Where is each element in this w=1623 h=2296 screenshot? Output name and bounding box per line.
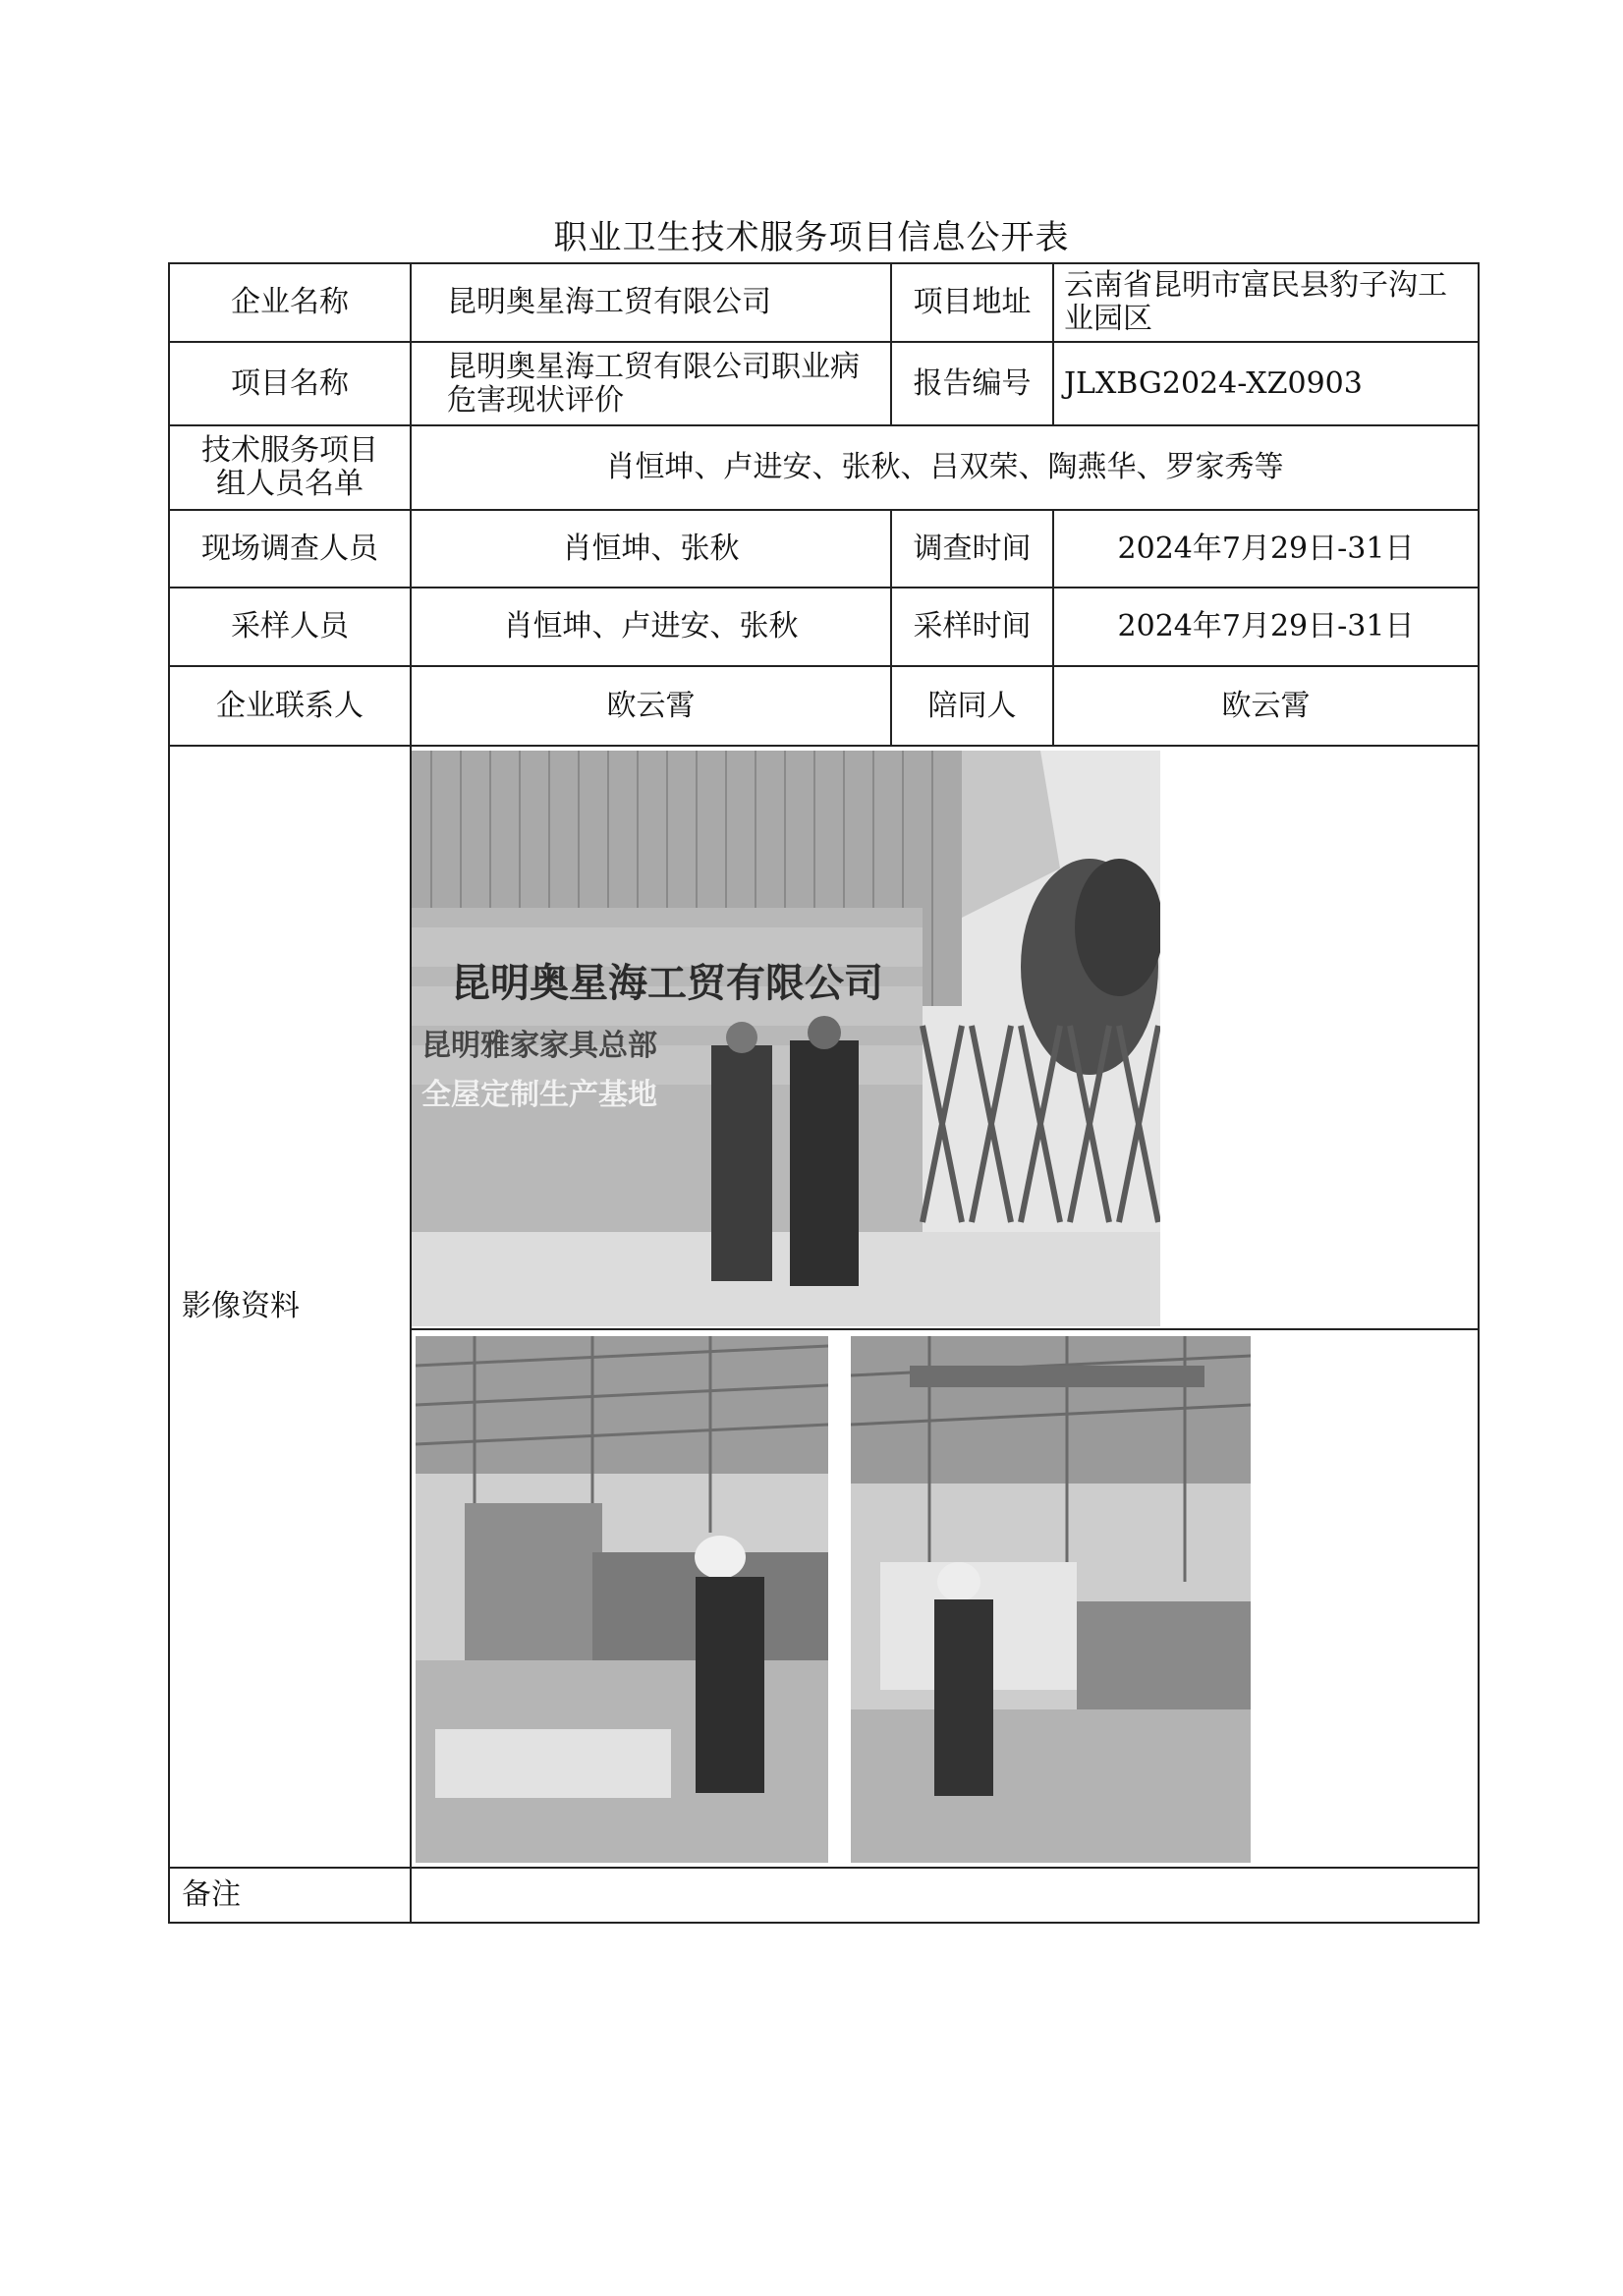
table-row bbox=[169, 746, 1479, 1868]
table-row bbox=[169, 588, 1479, 666]
workshop-photo-left bbox=[416, 1336, 828, 1863]
sampling-time-label: 采样时间 bbox=[891, 588, 1053, 666]
contact-value: 欧云霄 bbox=[411, 666, 891, 746]
address-value: 云南省昆明市富民县豹子沟工业园区 bbox=[1053, 263, 1479, 342]
workshop-image-left bbox=[416, 1336, 828, 1863]
factory-entrance-photo bbox=[412, 751, 1160, 1326]
survey-value: 肖恒坤、张秋 bbox=[411, 510, 891, 588]
company-label: 企业名称 bbox=[169, 263, 411, 342]
survey-time-label: 调查时间 bbox=[891, 510, 1053, 588]
table-row bbox=[169, 510, 1479, 588]
sampling-time-value: 2024年7月29日-31日 bbox=[1053, 588, 1479, 666]
report-label: 报告编号 bbox=[891, 342, 1053, 425]
sign-line2: 昆明雅家家具总部 bbox=[421, 1029, 657, 1063]
media-cell bbox=[411, 746, 1479, 1868]
project-label: 项目名称 bbox=[169, 342, 411, 425]
report-value: JLXBG2024-XZ0903 bbox=[1053, 342, 1479, 425]
sign-line3: 全屋定制生产基地 bbox=[421, 1078, 657, 1112]
workshop-image-right bbox=[851, 1336, 1251, 1863]
project-value: 昆明奥星海工贸有限公司职业病危害现状评价 bbox=[411, 342, 891, 425]
sampling-value: 肖恒坤、卢进安、张秋 bbox=[411, 588, 891, 666]
survey-time-value: 2024年7月29日-31日 bbox=[1053, 510, 1479, 588]
factory-entrance-image bbox=[412, 751, 1160, 1326]
media-bottom-panel bbox=[412, 1330, 1478, 1867]
remark-value bbox=[411, 1868, 1479, 1923]
table-row bbox=[169, 666, 1479, 746]
page-title: 职业卫生技术服务项目信息公开表 bbox=[553, 218, 1070, 257]
remark-label: 备注 bbox=[169, 1868, 411, 1923]
team-value: 肖恒坤、卢进安、张秋、吕双荣、陶燕华、罗家秀等 bbox=[411, 425, 1479, 510]
contact-label: 企业联系人 bbox=[169, 666, 411, 746]
table-row bbox=[169, 263, 1479, 342]
address-label: 项目地址 bbox=[891, 263, 1053, 342]
media-top-panel bbox=[412, 747, 1478, 1330]
team-label: 技术服务项目组人员名单 bbox=[169, 425, 411, 510]
survey-label: 现场调查人员 bbox=[169, 510, 411, 588]
escort-label: 陪同人 bbox=[891, 666, 1053, 746]
table-row bbox=[169, 425, 1479, 510]
media-label: 影像资料 bbox=[169, 746, 411, 1868]
escort-value: 欧云霄 bbox=[1053, 666, 1479, 746]
company-value: 昆明奥星海工贸有限公司 bbox=[411, 263, 891, 342]
info-table bbox=[168, 262, 1480, 1924]
sampling-label: 采样人员 bbox=[169, 588, 411, 666]
workshop-photo-right bbox=[851, 1336, 1251, 1863]
table-row bbox=[169, 1868, 1479, 1923]
table-row bbox=[169, 342, 1479, 425]
sign-line1: 昆明奥星海工贸有限公司 bbox=[451, 961, 883, 1006]
